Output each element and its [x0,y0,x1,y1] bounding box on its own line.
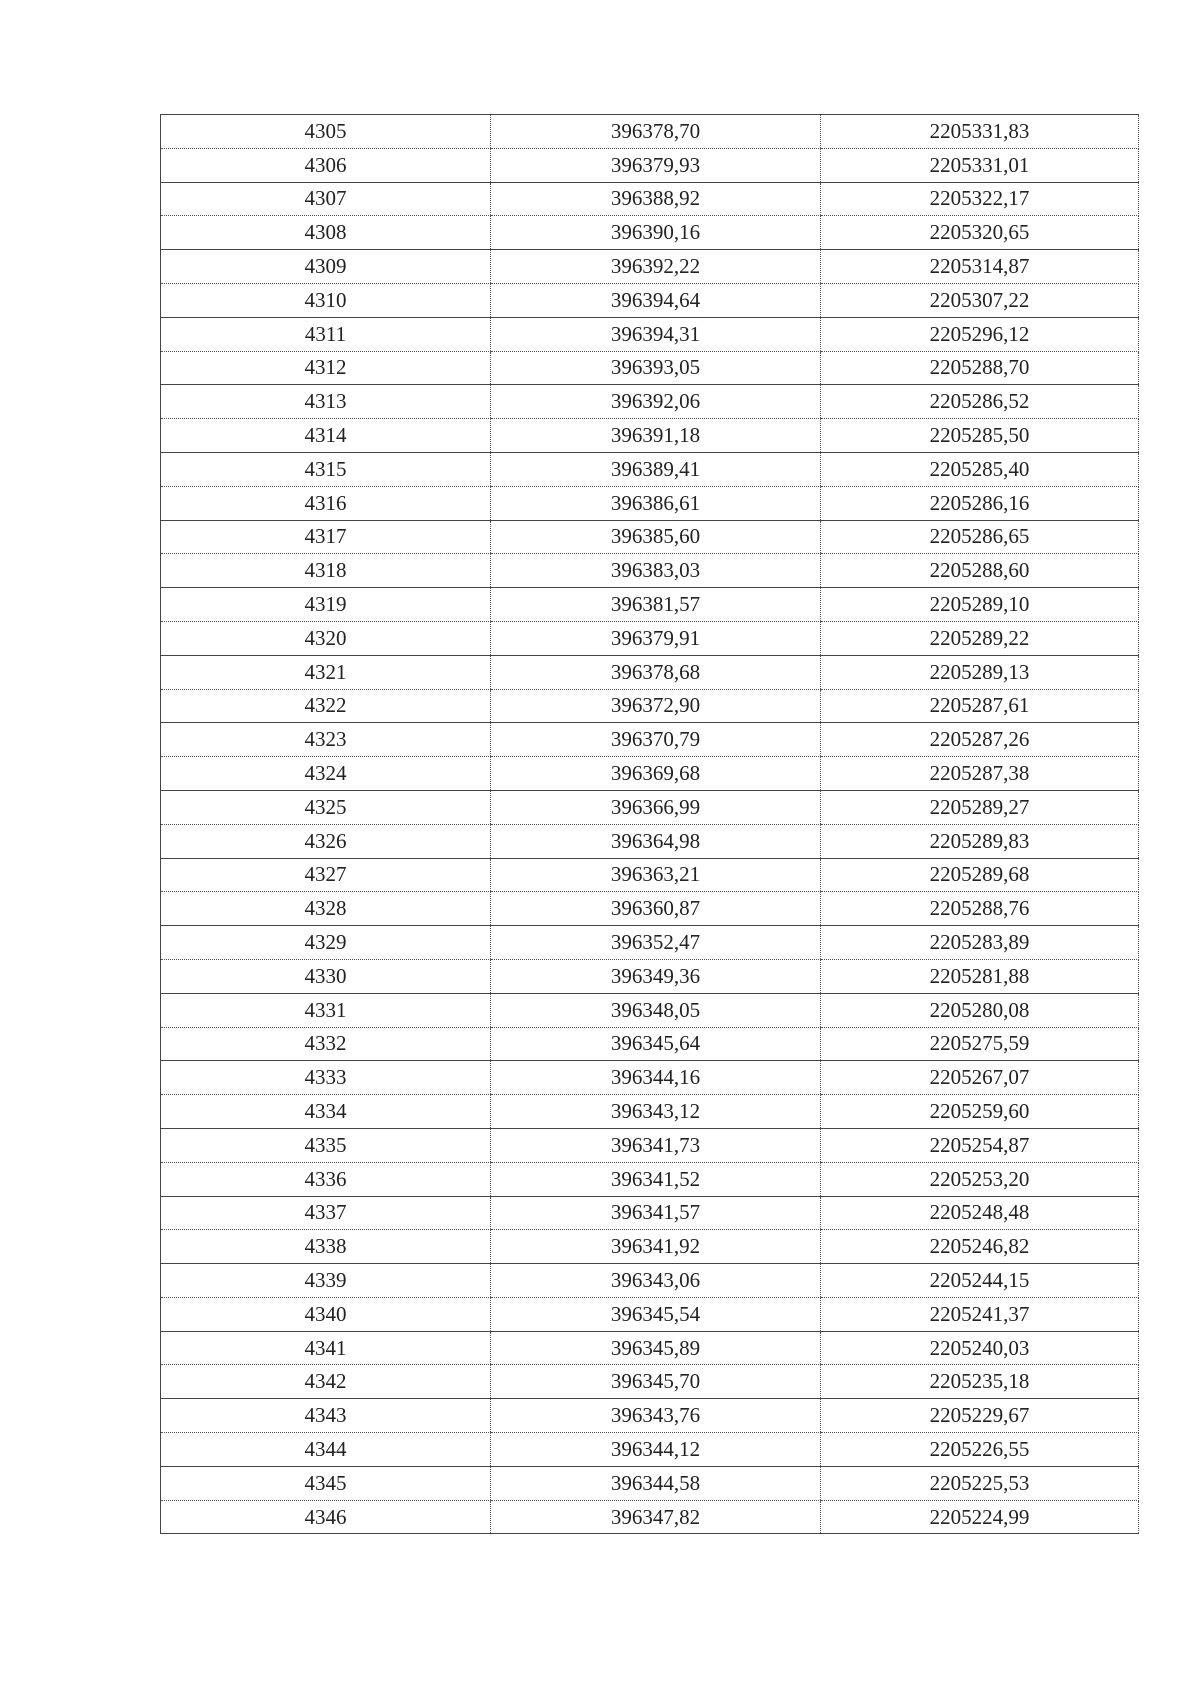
x-coordinate-cell: 396347,82 [491,1500,821,1534]
point-number-cell: 4317 [161,520,491,554]
point-number-cell: 4310 [161,283,491,317]
y-coordinate-cell: 2205331,83 [821,115,1139,149]
point-number-cell: 4320 [161,621,491,655]
point-number-cell: 4312 [161,351,491,385]
table-row [161,858,1139,892]
x-coordinate-cell: 396394,31 [491,317,821,351]
y-coordinate-cell: 2205314,87 [821,250,1139,284]
y-coordinate-cell: 2205246,82 [821,1230,1139,1264]
table-row [161,182,1139,216]
table-row [161,892,1139,926]
y-coordinate-cell: 2205285,40 [821,452,1139,486]
y-coordinate-cell: 2205289,27 [821,790,1139,824]
point-number-cell: 4318 [161,554,491,588]
table-row [161,1500,1139,1534]
y-coordinate-cell: 2205283,89 [821,926,1139,960]
table-row [161,1128,1139,1162]
x-coordinate-cell: 396379,91 [491,621,821,655]
x-coordinate-cell: 396379,93 [491,148,821,182]
table-row [161,993,1139,1027]
y-coordinate-cell: 2205288,60 [821,554,1139,588]
y-coordinate-cell: 2205307,22 [821,283,1139,317]
table-row [161,283,1139,317]
point-number-cell: 4329 [161,926,491,960]
y-coordinate-cell: 2205289,83 [821,824,1139,858]
coordinates-table [160,114,1139,1534]
y-coordinate-cell: 2205286,52 [821,385,1139,419]
table-row [161,1297,1139,1331]
point-number-cell: 4331 [161,993,491,1027]
point-number-cell: 4343 [161,1399,491,1433]
table-row [161,621,1139,655]
point-number-cell: 4333 [161,1061,491,1095]
x-coordinate-cell: 396341,92 [491,1230,821,1264]
x-coordinate-cell: 396341,57 [491,1196,821,1230]
y-coordinate-cell: 2205289,22 [821,621,1139,655]
point-number-cell: 4305 [161,115,491,149]
point-number-cell: 4314 [161,419,491,453]
y-coordinate-cell: 2205275,59 [821,1027,1139,1061]
table-row [161,452,1139,486]
x-coordinate-cell: 396343,12 [491,1095,821,1129]
x-coordinate-cell: 396352,47 [491,926,821,960]
x-coordinate-cell: 396391,18 [491,419,821,453]
table-row [161,790,1139,824]
y-coordinate-cell: 2205241,37 [821,1297,1139,1331]
y-coordinate-cell: 2205286,16 [821,486,1139,520]
x-coordinate-cell: 396392,22 [491,250,821,284]
y-coordinate-cell: 2205289,10 [821,588,1139,622]
point-number-cell: 4330 [161,959,491,993]
point-number-cell: 4324 [161,757,491,791]
table-row [161,824,1139,858]
x-coordinate-cell: 396390,16 [491,216,821,250]
x-coordinate-cell: 396385,60 [491,520,821,554]
point-number-cell: 4311 [161,317,491,351]
point-number-cell: 4342 [161,1365,491,1399]
table-row [161,1196,1139,1230]
table-row [161,419,1139,453]
y-coordinate-cell: 2205288,76 [821,892,1139,926]
point-number-cell: 4344 [161,1433,491,1467]
point-number-cell: 4340 [161,1297,491,1331]
table-row [161,486,1139,520]
table-row [161,1365,1139,1399]
point-number-cell: 4316 [161,486,491,520]
table-row [161,689,1139,723]
point-number-cell: 4321 [161,655,491,689]
y-coordinate-cell: 2205248,48 [821,1196,1139,1230]
point-number-cell: 4308 [161,216,491,250]
table-row [161,1264,1139,1298]
x-coordinate-cell: 396344,12 [491,1433,821,1467]
coordinates-table-body [161,115,1139,1534]
point-number-cell: 4322 [161,689,491,723]
y-coordinate-cell: 2205322,17 [821,182,1139,216]
table-row [161,1061,1139,1095]
y-coordinate-cell: 2205229,67 [821,1399,1139,1433]
point-number-cell: 4319 [161,588,491,622]
point-number-cell: 4325 [161,790,491,824]
x-coordinate-cell: 396381,57 [491,588,821,622]
point-number-cell: 4307 [161,182,491,216]
table-row [161,655,1139,689]
table-row [161,250,1139,284]
point-number-cell: 4306 [161,148,491,182]
y-coordinate-cell: 2205226,55 [821,1433,1139,1467]
x-coordinate-cell: 396348,05 [491,993,821,1027]
x-coordinate-cell: 396386,61 [491,486,821,520]
x-coordinate-cell: 396341,73 [491,1128,821,1162]
x-coordinate-cell: 396366,99 [491,790,821,824]
x-coordinate-cell: 396344,58 [491,1466,821,1500]
table-row [161,1331,1139,1365]
y-coordinate-cell: 2205286,65 [821,520,1139,554]
y-coordinate-cell: 2205320,65 [821,216,1139,250]
y-coordinate-cell: 2205289,68 [821,858,1139,892]
x-coordinate-cell: 396372,90 [491,689,821,723]
y-coordinate-cell: 2205287,26 [821,723,1139,757]
point-number-cell: 4345 [161,1466,491,1500]
x-coordinate-cell: 396393,05 [491,351,821,385]
x-coordinate-cell: 396341,52 [491,1162,821,1196]
x-coordinate-cell: 396349,36 [491,959,821,993]
x-coordinate-cell: 396364,98 [491,824,821,858]
x-coordinate-cell: 396392,06 [491,385,821,419]
x-coordinate-cell: 396343,06 [491,1264,821,1298]
table-row [161,115,1139,149]
y-coordinate-cell: 2205253,20 [821,1162,1139,1196]
y-coordinate-cell: 2205235,18 [821,1365,1139,1399]
point-number-cell: 4346 [161,1500,491,1534]
table-row [161,317,1139,351]
x-coordinate-cell: 396344,16 [491,1061,821,1095]
point-number-cell: 4336 [161,1162,491,1196]
point-number-cell: 4309 [161,250,491,284]
x-coordinate-cell: 396378,70 [491,115,821,149]
table-row [161,1095,1139,1129]
table-row [161,1230,1139,1264]
table-row [161,1027,1139,1061]
x-coordinate-cell: 396360,87 [491,892,821,926]
x-coordinate-cell: 396383,03 [491,554,821,588]
x-coordinate-cell: 396343,76 [491,1399,821,1433]
table-row [161,1433,1139,1467]
y-coordinate-cell: 2205331,01 [821,148,1139,182]
table-row [161,1399,1139,1433]
y-coordinate-cell: 2205288,70 [821,351,1139,385]
y-coordinate-cell: 2205280,08 [821,993,1139,1027]
y-coordinate-cell: 2205296,12 [821,317,1139,351]
x-coordinate-cell: 396345,89 [491,1331,821,1365]
point-number-cell: 4328 [161,892,491,926]
table-row [161,757,1139,791]
y-coordinate-cell: 2205254,87 [821,1128,1139,1162]
table-row [161,1162,1139,1196]
table-row [161,385,1139,419]
point-number-cell: 4337 [161,1196,491,1230]
point-number-cell: 4341 [161,1331,491,1365]
point-number-cell: 4313 [161,385,491,419]
x-coordinate-cell: 396369,68 [491,757,821,791]
point-number-cell: 4315 [161,452,491,486]
table-row [161,520,1139,554]
x-coordinate-cell: 396370,79 [491,723,821,757]
y-coordinate-cell: 2205224,99 [821,1500,1139,1534]
point-number-cell: 4338 [161,1230,491,1264]
point-number-cell: 4339 [161,1264,491,1298]
x-coordinate-cell: 396345,64 [491,1027,821,1061]
table-row [161,554,1139,588]
table-row [161,351,1139,385]
x-coordinate-cell: 396378,68 [491,655,821,689]
x-coordinate-cell: 396388,92 [491,182,821,216]
x-coordinate-cell: 396389,41 [491,452,821,486]
table-row [161,926,1139,960]
table-row [161,959,1139,993]
point-number-cell: 4334 [161,1095,491,1129]
table-row [161,1466,1139,1500]
x-coordinate-cell: 396394,64 [491,283,821,317]
y-coordinate-cell: 2205285,50 [821,419,1139,453]
point-number-cell: 4323 [161,723,491,757]
table-row [161,723,1139,757]
x-coordinate-cell: 396363,21 [491,858,821,892]
x-coordinate-cell: 396345,70 [491,1365,821,1399]
y-coordinate-cell: 2205287,61 [821,689,1139,723]
point-number-cell: 4326 [161,824,491,858]
y-coordinate-cell: 2205281,88 [821,959,1139,993]
table-row [161,588,1139,622]
x-coordinate-cell: 396345,54 [491,1297,821,1331]
y-coordinate-cell: 2205289,13 [821,655,1139,689]
table-row [161,216,1139,250]
point-number-cell: 4327 [161,858,491,892]
table-row [161,148,1139,182]
point-number-cell: 4332 [161,1027,491,1061]
y-coordinate-cell: 2205259,60 [821,1095,1139,1129]
point-number-cell: 4335 [161,1128,491,1162]
y-coordinate-cell: 2205287,38 [821,757,1139,791]
y-coordinate-cell: 2205244,15 [821,1264,1139,1298]
y-coordinate-cell: 2205225,53 [821,1466,1139,1500]
y-coordinate-cell: 2205240,03 [821,1331,1139,1365]
y-coordinate-cell: 2205267,07 [821,1061,1139,1095]
